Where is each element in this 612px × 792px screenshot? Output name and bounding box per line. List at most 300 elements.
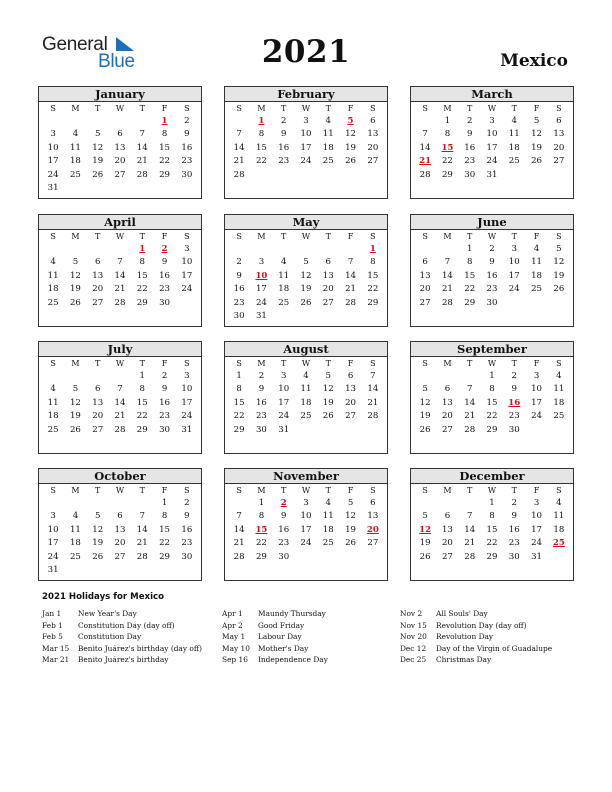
holiday-date: Dec 25 xyxy=(400,655,427,665)
week-row xyxy=(39,270,201,283)
day-cell: 23 xyxy=(255,411,267,422)
day-cell: 24 xyxy=(508,284,520,295)
holiday-name: Day of the Virgin of Guadalupe xyxy=(436,643,553,653)
week-row xyxy=(225,410,387,423)
weekday-label: F xyxy=(533,104,540,113)
empty-day-cell xyxy=(153,564,175,577)
empty-day-cell xyxy=(42,370,64,383)
day-cell: 28 xyxy=(114,297,126,308)
day-cell: 5 xyxy=(533,116,540,126)
day-cell: 26 xyxy=(69,424,81,435)
weekday-label: T xyxy=(511,104,517,113)
weekday-label: M xyxy=(257,104,266,113)
day-cell: 22 xyxy=(441,156,453,167)
day-cell: 29 xyxy=(136,424,148,435)
day-cell: 28 xyxy=(345,297,357,308)
week-row xyxy=(39,256,201,269)
day-cell: 1 xyxy=(139,371,145,381)
day-cell: 22 xyxy=(255,156,267,167)
empty-day-cell xyxy=(548,424,570,437)
day-cell: 8 xyxy=(489,511,495,522)
day-cell: 16 xyxy=(181,142,193,153)
week-row xyxy=(39,497,201,510)
holiday-day: 15 xyxy=(441,142,454,153)
day-cell: 4 xyxy=(556,371,562,381)
day-cell: 26 xyxy=(300,297,312,308)
day-cell: 9 xyxy=(280,511,287,522)
day-cell: 2 xyxy=(511,371,517,381)
week-row xyxy=(225,256,387,269)
empty-day-cell xyxy=(273,310,295,323)
day-cell: 1 xyxy=(489,498,495,508)
empty-day-cell xyxy=(109,564,131,577)
holiday-column xyxy=(400,608,552,666)
day-cell: 24 xyxy=(531,411,543,422)
holiday-item xyxy=(42,620,202,632)
day-cell: 13 xyxy=(419,270,431,281)
holiday-item xyxy=(42,608,202,620)
week-row xyxy=(225,115,387,128)
weekday-label: W xyxy=(487,232,497,241)
day-cell: 22 xyxy=(159,156,171,167)
week-row xyxy=(39,370,201,383)
day-cell: 24 xyxy=(181,411,193,422)
week-row xyxy=(225,243,387,256)
day-cell: 10 xyxy=(47,142,59,153)
week-row xyxy=(39,524,201,537)
empty-day-cell xyxy=(362,424,384,437)
day-cell: 19 xyxy=(69,284,81,295)
day-cell: 27 xyxy=(114,551,126,562)
week-row xyxy=(411,128,573,141)
empty-day-cell xyxy=(273,169,295,182)
day-cell: 12 xyxy=(300,270,312,281)
weekday-label: T xyxy=(325,359,331,368)
day-cell: 17 xyxy=(255,284,267,295)
month-october xyxy=(38,468,202,581)
empty-day-cell xyxy=(250,243,272,256)
day-cell: 27 xyxy=(441,424,453,435)
day-cell: 5 xyxy=(347,498,354,508)
empty-day-cell xyxy=(153,182,175,195)
day-cell: 27 xyxy=(419,297,431,308)
week-row xyxy=(225,370,387,383)
weekday-label: S xyxy=(50,359,56,368)
month-september xyxy=(410,341,574,454)
day-cell: 13 xyxy=(92,270,104,281)
day-cell: 9 xyxy=(489,257,495,268)
day-cell: 29 xyxy=(367,297,379,308)
weekday-label: S xyxy=(236,359,242,368)
week-row xyxy=(39,537,201,550)
day-cell: 21 xyxy=(464,411,476,422)
day-cell: 29 xyxy=(464,297,476,308)
day-cell: 22 xyxy=(136,411,148,422)
weekday-label: T xyxy=(325,232,331,241)
weekday-header xyxy=(225,484,387,497)
day-cell: 17 xyxy=(300,524,312,535)
day-cell: 18 xyxy=(553,524,565,535)
day-cell: 5 xyxy=(303,257,309,268)
day-cell: 15 xyxy=(159,524,171,535)
day-cell: 25 xyxy=(322,538,334,549)
holiday-item xyxy=(222,654,328,666)
holiday-item xyxy=(400,620,552,632)
day-cell: 29 xyxy=(486,551,498,562)
day-cell: 15 xyxy=(136,270,148,281)
day-cell: 25 xyxy=(69,551,81,562)
empty-day-cell xyxy=(414,370,436,383)
weekday-label: W xyxy=(115,486,125,495)
empty-day-cell xyxy=(42,115,64,128)
week-row xyxy=(411,297,573,310)
week-row xyxy=(39,283,201,296)
weekday-header xyxy=(39,102,201,115)
day-cell: 26 xyxy=(345,538,357,549)
day-cell: 24 xyxy=(181,284,193,295)
day-cell: 15 xyxy=(233,397,245,408)
holiday-column xyxy=(222,608,328,666)
day-cell: 21 xyxy=(233,538,245,549)
empty-day-cell xyxy=(176,297,198,310)
day-cell: 15 xyxy=(486,524,498,535)
day-cell: 30 xyxy=(508,424,520,435)
day-cell: 29 xyxy=(255,551,267,562)
month-title: December xyxy=(411,469,573,484)
day-cell: 16 xyxy=(486,270,498,281)
day-cell: 4 xyxy=(280,257,287,268)
day-cell: 7 xyxy=(236,129,242,140)
day-cell: 11 xyxy=(278,270,290,281)
day-cell: 31 xyxy=(47,564,59,575)
day-cell: 12 xyxy=(419,397,431,408)
day-cell: 7 xyxy=(466,384,473,395)
weekday-label: F xyxy=(347,104,354,113)
day-cell: 16 xyxy=(159,397,171,408)
empty-day-cell xyxy=(295,310,317,323)
day-cell: 11 xyxy=(300,384,312,395)
weekday-label: M xyxy=(257,232,266,241)
week-row xyxy=(225,497,387,510)
day-cell: 9 xyxy=(280,129,287,140)
weekday-label: S xyxy=(236,486,242,495)
day-cell: 13 xyxy=(441,397,453,408)
day-cell: 19 xyxy=(69,411,81,422)
weekday-header xyxy=(411,230,573,243)
empty-day-cell xyxy=(109,243,131,256)
week-row xyxy=(39,424,201,437)
day-cell: 27 xyxy=(553,156,565,167)
day-cell: 12 xyxy=(345,511,357,522)
day-cell: 17 xyxy=(531,524,543,535)
week-row xyxy=(39,383,201,396)
weekday-label: S xyxy=(50,232,56,241)
day-cell: 26 xyxy=(419,424,431,435)
day-cell: 8 xyxy=(489,384,495,395)
week-row xyxy=(411,397,573,410)
day-cell: 13 xyxy=(92,397,104,408)
weekday-label: S xyxy=(422,486,428,495)
day-cell: 4 xyxy=(50,257,56,268)
empty-day-cell xyxy=(109,182,131,195)
day-cell: 18 xyxy=(47,284,59,295)
week-row xyxy=(411,424,573,437)
holiday-date: Nov 2 xyxy=(400,609,423,618)
weekday-label: S xyxy=(422,232,428,241)
day-cell: 19 xyxy=(419,538,431,549)
empty-day-cell xyxy=(87,497,109,510)
weekday-label: F xyxy=(533,359,540,368)
day-cell: 4 xyxy=(72,129,79,140)
weekday-label: F xyxy=(161,359,168,368)
weekday-label: M xyxy=(71,104,80,113)
day-cell: 7 xyxy=(236,511,242,522)
day-cell: 17 xyxy=(181,270,193,281)
empty-day-cell xyxy=(362,169,384,182)
day-cell: 8 xyxy=(466,257,473,268)
day-cell: 1 xyxy=(489,371,495,381)
day-cell: 15 xyxy=(486,397,498,408)
day-cell: 11 xyxy=(69,142,81,153)
day-cell: 25 xyxy=(47,297,59,308)
month-april xyxy=(38,214,202,327)
day-cell: 10 xyxy=(508,257,520,268)
weekday-label: W xyxy=(487,486,497,495)
empty-day-cell xyxy=(525,424,547,437)
day-cell: 17 xyxy=(47,156,59,167)
weekday-label: T xyxy=(95,104,101,113)
day-cell: 5 xyxy=(94,129,101,140)
day-cell: 20 xyxy=(114,538,126,549)
day-cell: 10 xyxy=(300,511,312,522)
day-cell: 30 xyxy=(181,551,193,562)
day-cell: 19 xyxy=(553,270,565,281)
day-cell: 25 xyxy=(69,169,81,180)
weekday-header xyxy=(411,102,573,115)
day-cell: 19 xyxy=(345,142,357,153)
weekday-label: S xyxy=(184,232,190,241)
month-december xyxy=(410,468,574,581)
day-cell: 4 xyxy=(50,384,56,395)
day-cell: 22 xyxy=(464,284,476,295)
day-cell: 25 xyxy=(47,424,59,435)
weekday-label: S xyxy=(556,359,562,368)
empty-day-cell xyxy=(131,564,153,577)
day-cell: 24 xyxy=(47,169,59,180)
holiday-date: Apr 2 xyxy=(222,620,243,630)
weekday-label: T xyxy=(325,104,331,113)
holiday-day: 25 xyxy=(552,538,565,549)
day-cell: 6 xyxy=(94,384,101,395)
empty-day-cell xyxy=(317,551,339,564)
day-cell: 30 xyxy=(233,310,245,321)
weekday-label: M xyxy=(71,486,80,495)
day-cell: 22 xyxy=(136,284,148,295)
weekday-label: S xyxy=(370,359,376,368)
holiday-day: 1 xyxy=(258,116,265,126)
weekday-label: S xyxy=(184,359,190,368)
day-cell: 7 xyxy=(347,257,354,268)
empty-day-cell xyxy=(317,310,339,323)
day-cell: 14 xyxy=(464,524,476,535)
day-cell: 5 xyxy=(72,257,79,268)
day-cell: 6 xyxy=(422,257,428,268)
empty-day-cell xyxy=(339,169,361,182)
day-cell: 2 xyxy=(258,371,265,381)
holiday-item xyxy=(42,631,202,643)
weekday-label: T xyxy=(511,486,517,495)
holiday-item xyxy=(222,620,328,632)
logo-text-general: General xyxy=(42,34,108,55)
day-cell: 16 xyxy=(233,284,245,295)
day-cell: 28 xyxy=(233,551,245,562)
week-row xyxy=(225,551,387,564)
day-cell: 12 xyxy=(69,270,81,281)
day-cell: 9 xyxy=(511,384,517,395)
day-cell: 30 xyxy=(486,297,498,308)
weekday-label: T xyxy=(95,232,101,241)
day-cell: 30 xyxy=(159,297,171,308)
day-cell: 23 xyxy=(508,538,520,549)
holiday-name: Revolution Day (day off) xyxy=(436,620,527,630)
day-cell: 10 xyxy=(300,129,312,140)
weekday-label: W xyxy=(301,104,311,113)
day-cell: 4 xyxy=(511,116,517,126)
weekday-label: T xyxy=(139,486,145,495)
day-cell: 18 xyxy=(508,142,520,153)
day-cell: 24 xyxy=(300,538,312,549)
day-cell: 1 xyxy=(161,498,168,508)
day-cell: 18 xyxy=(553,397,565,408)
day-cell: 19 xyxy=(92,538,104,549)
week-row xyxy=(225,310,387,323)
weekday-label: T xyxy=(511,232,517,241)
holiday-name: Maundy Thursday xyxy=(258,609,326,618)
weekday-label: M xyxy=(443,104,452,113)
holiday-name: All Souls' Day xyxy=(436,609,488,618)
day-cell: 10 xyxy=(278,384,290,395)
day-cell: 2 xyxy=(184,116,190,126)
day-cell: 3 xyxy=(258,257,265,268)
week-row xyxy=(411,537,573,550)
day-cell: 14 xyxy=(136,142,148,153)
month-june xyxy=(410,214,574,327)
day-cell: 11 xyxy=(531,257,543,268)
week-row xyxy=(411,142,573,155)
week-row xyxy=(225,128,387,141)
day-cell: 20 xyxy=(345,397,357,408)
day-cell: 2 xyxy=(184,498,190,508)
empty-day-cell xyxy=(64,564,86,577)
day-cell: 28 xyxy=(464,551,476,562)
day-cell: 23 xyxy=(278,538,290,549)
day-cell: 3 xyxy=(50,511,56,522)
weekday-header xyxy=(225,357,387,370)
empty-day-cell xyxy=(64,115,86,128)
weekday-label: W xyxy=(301,359,311,368)
day-cell: 20 xyxy=(114,156,126,167)
holiday-date: Sep 16 xyxy=(222,655,248,665)
month-july xyxy=(38,341,202,454)
day-cell: 3 xyxy=(489,116,495,126)
empty-day-cell xyxy=(339,424,361,437)
day-cell: 20 xyxy=(322,284,334,295)
holiday-item xyxy=(222,631,328,643)
weekday-label: T xyxy=(467,486,473,495)
empty-day-cell xyxy=(295,243,317,256)
empty-day-cell xyxy=(176,182,198,195)
day-cell: 12 xyxy=(345,129,357,140)
day-cell: 23 xyxy=(233,297,245,308)
week-row xyxy=(411,155,573,168)
day-cell: 28 xyxy=(419,169,431,180)
day-cell: 19 xyxy=(531,142,543,153)
day-cell: 8 xyxy=(258,511,265,522)
week-row xyxy=(411,410,573,423)
day-cell: 4 xyxy=(325,116,331,126)
empty-day-cell xyxy=(503,297,525,310)
month-title: March xyxy=(411,87,573,102)
day-cell: 8 xyxy=(139,384,145,395)
day-cell: 7 xyxy=(117,384,123,395)
holiday-name: Mother's Day xyxy=(258,643,309,653)
day-cell: 12 xyxy=(92,142,104,153)
day-cell: 23 xyxy=(278,156,290,167)
day-cell: 4 xyxy=(533,244,540,254)
day-cell: 13 xyxy=(322,270,334,281)
day-cell: 31 xyxy=(255,310,267,321)
day-cell: 6 xyxy=(347,371,354,381)
holiday-item xyxy=(222,643,328,655)
empty-day-cell xyxy=(436,497,458,510)
holiday-day: 10 xyxy=(255,270,268,281)
day-cell: 3 xyxy=(184,244,190,254)
holiday-date: Mar 21 xyxy=(42,655,70,665)
weekday-label: S xyxy=(422,104,428,113)
day-cell: 24 xyxy=(300,156,312,167)
day-cell: 20 xyxy=(92,411,104,422)
day-cell: 7 xyxy=(422,129,428,140)
day-cell: 21 xyxy=(441,284,453,295)
day-cell: 7 xyxy=(139,129,145,140)
empty-day-cell xyxy=(414,497,436,510)
day-cell: 17 xyxy=(47,538,59,549)
day-cell: 1 xyxy=(236,371,242,381)
day-cell: 2 xyxy=(280,116,287,126)
weekday-label: M xyxy=(443,486,452,495)
weekday-label: S xyxy=(370,104,376,113)
week-row xyxy=(39,564,201,577)
month-title: May xyxy=(225,215,387,230)
day-cell: 29 xyxy=(486,424,498,435)
day-cell: 3 xyxy=(533,371,540,381)
week-row xyxy=(411,497,573,510)
day-cell: 9 xyxy=(466,129,473,140)
day-cell: 13 xyxy=(367,129,379,140)
month-title: September xyxy=(411,342,573,357)
empty-day-cell xyxy=(295,169,317,182)
week-row xyxy=(411,383,573,396)
day-cell: 30 xyxy=(159,424,171,435)
day-cell: 9 xyxy=(258,384,265,395)
weekday-label: T xyxy=(467,232,473,241)
day-cell: 24 xyxy=(486,156,498,167)
day-cell: 3 xyxy=(303,116,309,126)
weekday-label: S xyxy=(556,486,562,495)
day-cell: 10 xyxy=(486,129,498,140)
weekday-label: W xyxy=(115,359,125,368)
day-cell: 28 xyxy=(441,297,453,308)
